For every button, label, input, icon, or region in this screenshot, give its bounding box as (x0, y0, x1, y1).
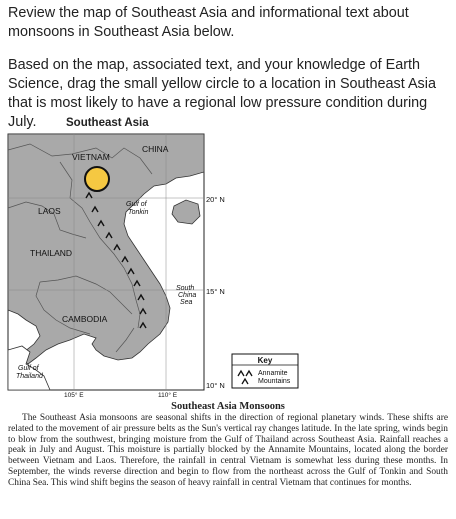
label-china: CHINA (142, 144, 169, 154)
label-lon-110: 110° E (158, 392, 178, 399)
map-title: Southeast Asia (66, 117, 149, 129)
draggable-yellow-circle[interactable] (84, 166, 110, 192)
label-lat-10: 10° N (206, 381, 225, 390)
label-thailand: THAILAND (30, 248, 73, 258)
label-vietnam: VIETNAM (72, 152, 110, 162)
instructions-intro: Review the map of Southeast Asia and informational text about monsoons in Southeast Asia below. (8, 5, 409, 40)
label-gulf-tonkin-1: Gulf of (126, 201, 147, 208)
label-gulf-tonkin-2: Tonkin (128, 209, 149, 216)
label-gulf-thailand-1: Gulf of (18, 365, 39, 372)
article-body: The Southeast Asia monsoons are seasonal shifts in the direction of regional planetary winds. These shifts are related to the movement of air pressure belts as the Sun's vertical ray changes latitude. In the late spring, winds begin to blow from the southwest, bringing moisture from the Gulf of Thailand across Southeast Asia. Rainfall reaches a peak in July and August. This moisture is partially blocked by the Annamite Mountains, located along the border between Vietnam and Laos. Therefore, the rainfall in central Vietnam is somewhat less during these months. In September, the winds reverse direction and begin to flow from the northeast across the Gulf of Tonkin and South China Sea. This wind shift begins the season of heavy rainfall in central Vietnam that continues for months. (8, 413, 448, 488)
label-lon-105: 105° E (64, 392, 84, 399)
label-south-china-3: Sea (180, 299, 193, 306)
instructions-task: Based on the map, associated text, and your knowledge of Earth Science, drag the small yellow circle to a location in Southeast Asia that is most likely to have a regional low pressure condition during July. (8, 57, 436, 130)
article-title: Southeast Asia Monsoons (171, 401, 285, 412)
label-south-china-1: South (176, 285, 195, 292)
label-cambodia: CAMBODIA (62, 314, 108, 324)
key-item-2: Mountains (258, 378, 291, 385)
key-item-1: Annamite (258, 370, 288, 377)
label-lat-20: 20° N (206, 195, 225, 204)
label-south-china-2: China (178, 292, 197, 299)
key-title: Key (257, 356, 273, 365)
label-lat-15: 15° N (206, 287, 225, 296)
southeast-asia-map (0, 114, 456, 404)
label-laos: LAOS (38, 206, 61, 216)
label-gulf-thailand-2: Thailand (16, 373, 43, 380)
map-canvas (0, 114, 456, 404)
